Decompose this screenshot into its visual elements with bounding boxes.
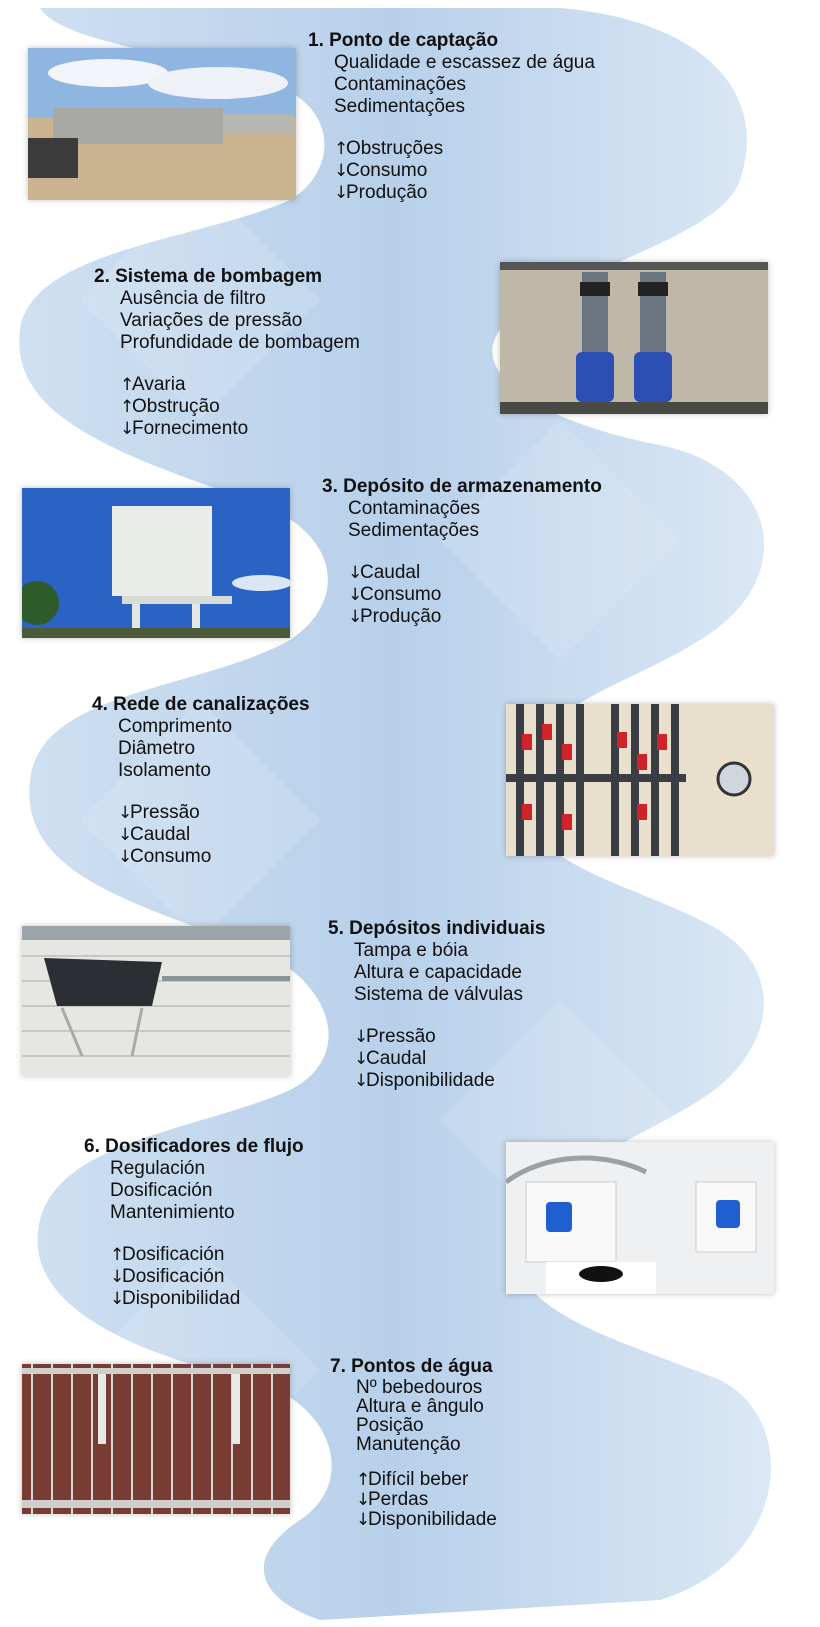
factor: Altura e ângulo (356, 1396, 484, 1417)
factor: Qualidade e escassez de água (334, 52, 595, 73)
water-reservoir-photo (28, 48, 296, 200)
effect: ↓Consumo (334, 160, 428, 181)
effect: ↓Produção (348, 606, 442, 627)
effect: ↓Consumo (348, 584, 442, 605)
section-1 (308, 30, 595, 204)
effect: ↓Pressão (118, 802, 200, 823)
arrow-icon: ↑ (334, 139, 349, 159)
factor: Regulación (110, 1158, 206, 1179)
arrow-icon: ↓ (354, 1027, 369, 1047)
factor: Ausência de filtro (120, 288, 266, 309)
pump-pipes-photo (500, 262, 768, 414)
arrow-icon: ↓ (118, 825, 133, 845)
effect: ↑Obstruções (334, 138, 444, 159)
arrow-icon: ↓ (120, 419, 135, 439)
arrow-icon: ↓ (348, 585, 363, 605)
effect: ↓Caudal (118, 824, 191, 845)
factor: Sedimentações (348, 520, 479, 541)
section-title: 4. Rede de canalizações (92, 694, 310, 715)
effect: ↓Perdas (356, 1489, 429, 1510)
effect: ↓Fornecimento (120, 418, 249, 439)
arrow-icon: ↓ (118, 847, 133, 867)
section-title: 3. Depósito de armazenamento (322, 476, 602, 497)
arrow-icon: ↓ (118, 803, 133, 823)
factor: Variações de pressão (120, 310, 303, 331)
arrow-icon: ↑ (120, 397, 135, 417)
arrow-icon: ↓ (354, 1049, 369, 1069)
arrow-icon: ↓ (356, 1490, 371, 1510)
arrow-icon: ↑ (356, 1470, 371, 1490)
effect: ↓Produção (334, 182, 428, 203)
effect: ↑Difícil beber (356, 1469, 469, 1490)
pipe-network-photo (506, 704, 774, 856)
effect: ↑Dosificación (110, 1244, 225, 1265)
section-5 (328, 918, 546, 1092)
section-title: 2. Sistema de bombagem (94, 266, 323, 287)
factor: Isolamento (118, 760, 211, 781)
factor: Sedimentações (334, 96, 465, 117)
section-title: 6. Dosificadores de flujo (84, 1136, 304, 1157)
arrow-icon: ↓ (348, 563, 363, 583)
section-4 (92, 694, 310, 868)
section-title: 7. Pontos de água (330, 1356, 493, 1377)
section-2 (94, 266, 360, 440)
factor: Tampa e bóia (354, 940, 469, 961)
effect: ↓Disponibilidad (110, 1288, 241, 1309)
effect: ↓Caudal (354, 1048, 427, 1069)
effect: ↓Pressão (354, 1026, 436, 1047)
factor: Nº bebedouros (356, 1377, 483, 1398)
section-title: 5. Depósitos individuais (328, 918, 546, 939)
section-title: 1. Ponto de captação (308, 30, 499, 51)
effect: ↓Dosificación (110, 1266, 225, 1287)
water-tower-photo (22, 488, 290, 638)
arrow-icon: ↓ (334, 161, 349, 181)
effect: ↓Caudal (348, 562, 421, 583)
arrow-icon: ↓ (348, 607, 363, 627)
arrow-icon: ↓ (356, 1510, 371, 1530)
factor: Mantenimiento (110, 1202, 235, 1223)
factor: Sistema de válvulas (354, 984, 523, 1005)
factor: Diâmetro (118, 738, 196, 759)
arrow-icon: ↓ (110, 1289, 125, 1309)
drinkers-photo (22, 1364, 290, 1514)
factor: Contaminações (348, 498, 481, 519)
factor: Comprimento (118, 716, 233, 737)
arrow-icon: ↓ (110, 1267, 125, 1287)
arrow-icon: ↑ (120, 375, 135, 395)
section-3 (322, 476, 602, 628)
section-6 (84, 1136, 304, 1310)
section-7 (330, 1356, 497, 1530)
header-tank-photo (22, 926, 290, 1076)
doser-photo (506, 1142, 774, 1294)
factor: Contaminações (334, 74, 467, 95)
factor: Profundidade de bombagem (120, 332, 360, 353)
factor: Posição (356, 1415, 424, 1436)
effect: ↓Disponibilidade (356, 1509, 497, 1530)
arrow-icon: ↓ (354, 1071, 369, 1091)
effect: ↑Avaria (120, 374, 186, 395)
effect: ↓Consumo (118, 846, 212, 867)
effect: ↓Disponibilidade (354, 1070, 495, 1091)
factor: Altura e capacidade (354, 962, 522, 983)
effect: ↑Obstrução (120, 396, 220, 417)
factor: Manutenção (356, 1434, 461, 1455)
factor: Dosificación (110, 1180, 213, 1201)
arrow-icon: ↓ (334, 183, 349, 203)
arrow-icon: ↑ (110, 1245, 125, 1265)
